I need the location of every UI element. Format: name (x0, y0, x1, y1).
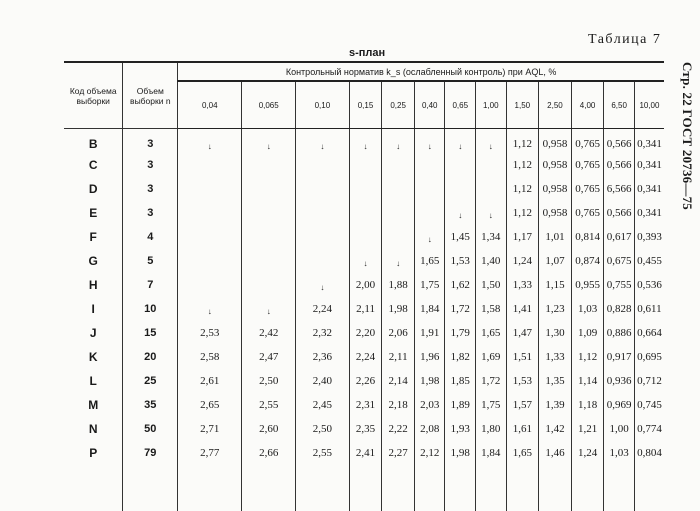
arrow-down-icon: ↓ (267, 308, 271, 316)
ks-value-cell: 1,91 (414, 321, 445, 345)
empty-cell (123, 465, 178, 511)
ks-value-cell: 1,21 (571, 417, 604, 441)
plan-title: s-план (349, 47, 385, 59)
ks-value-cell: 1,75 (476, 393, 507, 417)
ks-value-cell (178, 129, 242, 154)
table-row (64, 441, 664, 465)
ks-value-cell: 0,765 (571, 153, 604, 177)
ks-value-cell (476, 129, 507, 154)
arrow-down-icon: ↓ (489, 212, 493, 220)
sample-code-cell: B (64, 129, 123, 154)
ks-value-cell (242, 201, 296, 225)
ks-value-cell (242, 177, 296, 201)
ks-value-cell: 1,84 (414, 297, 445, 321)
empty-cell (242, 465, 296, 511)
header-aql-level: 1,50 (506, 81, 539, 129)
ks-value-cell: 6,566 (604, 177, 635, 201)
ks-value-cell: 0,765 (571, 177, 604, 201)
ks-value-cell (296, 153, 350, 177)
sample-code-cell: N (64, 417, 123, 441)
ks-value-cell: 1,23 (539, 297, 572, 321)
ks-value-cell: 1,30 (539, 321, 572, 345)
sample-size-cell: 10 (123, 297, 178, 321)
ks-value-cell: 1,09 (571, 321, 604, 345)
ks-value-cell (414, 177, 445, 201)
sample-size-cell: 7 (123, 273, 178, 297)
table-row (64, 273, 664, 297)
ks-value-cell: 2,06 (382, 321, 415, 345)
ks-value-cell (178, 225, 242, 249)
side-running-header (676, 28, 698, 243)
table-row (64, 225, 664, 249)
ks-value-cell: 2,47 (242, 345, 296, 369)
ks-value-cell: 2,11 (382, 345, 415, 369)
sample-size-cell: 79 (123, 441, 178, 465)
ks-value-cell: 1,34 (476, 225, 507, 249)
ks-value-cell (349, 225, 382, 249)
header-sample-code: Код объема выборки (64, 62, 123, 129)
header-aql-level: 0,10 (296, 81, 350, 129)
header-group: Контрольный норматив k_s (ослабленный контроль) при AQL, % (178, 62, 664, 81)
table-row (64, 153, 664, 177)
ks-value-cell: 0,958 (539, 153, 572, 177)
empty-cell (349, 465, 382, 511)
sample-code-cell: J (64, 321, 123, 345)
header-aql-level: 1,00 (476, 81, 507, 129)
ks-value-cell: 0,874 (571, 249, 604, 273)
arrow-down-icon: ↓ (428, 143, 432, 151)
ks-value-cell: 0,675 (604, 249, 635, 273)
ks-value-cell (349, 249, 382, 273)
ks-value-cell: 1,24 (571, 441, 604, 465)
ks-value-cell: 0,814 (571, 225, 604, 249)
sample-code-cell: P (64, 441, 123, 465)
ks-value-cell (296, 273, 350, 297)
table-row (64, 393, 664, 417)
sample-code-cell: H (64, 273, 123, 297)
sample-size-cell: 35 (123, 393, 178, 417)
ks-value-cell: 1,12 (571, 345, 604, 369)
ks-value-cell: 2,50 (242, 369, 296, 393)
ks-value-cell: 1,75 (414, 273, 445, 297)
sample-code-cell: C (64, 153, 123, 177)
sample-size-cell: 4 (123, 225, 178, 249)
ks-value-cell: 1,39 (539, 393, 572, 417)
ks-value-cell (349, 177, 382, 201)
ks-value-cell: 1,14 (571, 369, 604, 393)
sample-code-cell: G (64, 249, 123, 273)
ks-value-cell: 1,65 (414, 249, 445, 273)
ks-value-cell (242, 273, 296, 297)
ks-value-cell: 0,566 (604, 129, 635, 154)
ks-value-cell: 1,79 (445, 321, 476, 345)
sample-size-cell: 5 (123, 249, 178, 273)
ks-value-cell (445, 201, 476, 225)
ks-value-cell: 1,51 (506, 345, 539, 369)
ks-value-cell: 1,65 (476, 321, 507, 345)
ks-value-cell (476, 153, 507, 177)
ks-value-cell (445, 177, 476, 201)
ks-value-cell: 1,98 (414, 369, 445, 393)
ks-value-cell: 2,24 (296, 297, 350, 321)
ks-value-cell: 2,14 (382, 369, 415, 393)
ks-value-cell (178, 201, 242, 225)
arrow-down-icon: ↓ (458, 143, 462, 151)
sample-size-cell: 25 (123, 369, 178, 393)
sample-size-cell: 3 (123, 177, 178, 201)
ks-value-cell: 2,53 (178, 321, 242, 345)
ks-value-cell: 0,745 (634, 393, 664, 417)
table-body (64, 129, 664, 511)
empty-cell (178, 465, 242, 511)
ks-value-cell: 2,32 (296, 321, 350, 345)
ks-value-cell: 1,62 (445, 273, 476, 297)
table-row (64, 417, 664, 441)
ks-value-cell: 1,80 (476, 417, 507, 441)
arrow-down-icon: ↓ (208, 308, 212, 316)
ks-value-cell: 2,36 (296, 345, 350, 369)
ks-value-cell: 1,98 (382, 297, 415, 321)
header-aql-level: 0,65 (445, 81, 476, 129)
ks-value-cell: 1,12 (506, 177, 539, 201)
arrow-down-icon: ↓ (364, 260, 368, 268)
ks-value-cell (178, 273, 242, 297)
ks-value-cell: 1,03 (571, 297, 604, 321)
table-row (64, 129, 664, 154)
ks-value-cell (476, 201, 507, 225)
ks-value-cell: 2,50 (296, 417, 350, 441)
ks-value-cell (445, 129, 476, 154)
arrow-down-icon: ↓ (267, 143, 271, 151)
ks-value-cell: 1,98 (445, 441, 476, 465)
ks-value-cell: 2,60 (242, 417, 296, 441)
ks-value-cell: 1,57 (506, 393, 539, 417)
ks-value-cell (296, 249, 350, 273)
ks-value-cell (178, 249, 242, 273)
ks-value-cell (382, 201, 415, 225)
empty-cell (571, 465, 604, 511)
empty-cell (296, 465, 350, 511)
ks-value-cell (414, 153, 445, 177)
header-aql-level: 4,00 (571, 81, 604, 129)
ks-value-cell (382, 249, 415, 273)
ks-value-cell: 1,72 (476, 369, 507, 393)
arrow-down-icon: ↓ (364, 143, 368, 151)
header-aql-level: 0,04 (178, 81, 242, 129)
ks-value-cell: 2,77 (178, 441, 242, 465)
ks-value-cell: 0,755 (604, 273, 635, 297)
sample-code-cell: I (64, 297, 123, 321)
ks-value-cell: 1,42 (539, 417, 572, 441)
header-aql-level: 0,065 (242, 81, 296, 129)
table-row (64, 297, 664, 321)
ks-value-cell: 2,18 (382, 393, 415, 417)
table-filler-row (64, 465, 664, 511)
sample-size-cell: 3 (123, 153, 178, 177)
ks-value-cell: 1,33 (506, 273, 539, 297)
ks-value-cell: 0,969 (604, 393, 635, 417)
ks-value-cell (178, 177, 242, 201)
ks-value-cell (382, 177, 415, 201)
ks-value-cell: 1,46 (539, 441, 572, 465)
header-sample-size: Объем выборки n (123, 62, 178, 129)
ks-value-cell: 0,958 (539, 201, 572, 225)
table-caption: Таблица 7 (588, 32, 661, 48)
empty-cell (604, 465, 635, 511)
sample-size-cell: 3 (123, 201, 178, 225)
ks-value-cell (242, 153, 296, 177)
ks-value-cell: 0,536 (634, 273, 664, 297)
ks-value-cell: 2,66 (242, 441, 296, 465)
ks-value-cell: 0,341 (634, 129, 664, 154)
ks-value-cell (242, 225, 296, 249)
ks-value-cell (382, 153, 415, 177)
empty-cell (539, 465, 572, 511)
ks-value-cell: 1,03 (604, 441, 635, 465)
ks-value-cell: 2,27 (382, 441, 415, 465)
ks-value-cell: 1,35 (539, 369, 572, 393)
table-row (64, 321, 664, 345)
arrow-down-icon: ↓ (428, 236, 432, 244)
ks-value-cell: 1,93 (445, 417, 476, 441)
ks-value-cell (349, 201, 382, 225)
page-header-text: Стр. 22 ГОСТ 20736—75 (679, 62, 695, 210)
ks-value-cell: 2,00 (349, 273, 382, 297)
ks-value-cell: 1,53 (445, 249, 476, 273)
header-aql-level: 0,15 (349, 81, 382, 129)
arrow-down-icon: ↓ (320, 284, 324, 292)
ks-value-cell (296, 177, 350, 201)
ks-value-cell: 1,53 (506, 369, 539, 393)
empty-cell (506, 465, 539, 511)
ks-value-cell (476, 177, 507, 201)
ks-value-cell: 1,82 (445, 345, 476, 369)
arrow-down-icon: ↓ (489, 143, 493, 151)
ks-value-cell: 1,07 (539, 249, 572, 273)
ks-value-cell: 1,45 (445, 225, 476, 249)
ks-value-cell (296, 225, 350, 249)
ks-value-cell: 0,341 (634, 177, 664, 201)
ks-value-cell: 2,24 (349, 345, 382, 369)
sample-size-cell: 3 (123, 129, 178, 154)
arrow-down-icon: ↓ (458, 212, 462, 220)
ks-value-cell: 1,24 (506, 249, 539, 273)
ks-value-cell: 2,26 (349, 369, 382, 393)
empty-cell (476, 465, 507, 511)
ks-value-cell: 0,566 (604, 201, 635, 225)
ks-value-cell (178, 297, 242, 321)
table-row (64, 369, 664, 393)
ks-value-cell: 2,41 (349, 441, 382, 465)
ks-value-cell: 1,00 (604, 417, 635, 441)
ks-value-cell: 0,958 (539, 129, 572, 154)
ks-value-cell: 2,12 (414, 441, 445, 465)
ks-value-cell (178, 153, 242, 177)
ks-value-cell: 1,47 (506, 321, 539, 345)
sample-size-cell: 15 (123, 321, 178, 345)
ks-value-cell: 2,55 (242, 393, 296, 417)
sample-code-cell: K (64, 345, 123, 369)
ks-value-cell: 0,804 (634, 441, 664, 465)
empty-cell (382, 465, 415, 511)
ks-value-cell (242, 129, 296, 154)
ks-value-cell (242, 297, 296, 321)
header-aql-level: 0,25 (382, 81, 415, 129)
arrow-down-icon: ↓ (396, 143, 400, 151)
ks-value-cell: 2,22 (382, 417, 415, 441)
header-aql-level: 10,00 (634, 81, 664, 129)
ks-value-cell: 1,12 (506, 129, 539, 154)
ks-value-cell (414, 225, 445, 249)
header-aql-level: 6,50 (604, 81, 635, 129)
ks-value-cell: 2,11 (349, 297, 382, 321)
ks-value-cell: 0,958 (539, 177, 572, 201)
ks-value-cell: 2,45 (296, 393, 350, 417)
table-row (64, 177, 664, 201)
sample-size-cell: 50 (123, 417, 178, 441)
ks-value-cell (296, 129, 350, 154)
ks-value-cell: 2,65 (178, 393, 242, 417)
ks-value-cell: 1,61 (506, 417, 539, 441)
ks-value-cell: 1,50 (476, 273, 507, 297)
ks-value-cell: 1,18 (571, 393, 604, 417)
empty-cell (445, 465, 476, 511)
ks-value-cell: 2,03 (414, 393, 445, 417)
ks-value-cell: 0,917 (604, 345, 635, 369)
ks-value-cell: 2,55 (296, 441, 350, 465)
ks-value-cell: 0,955 (571, 273, 604, 297)
ks-value-cell (349, 129, 382, 154)
ks-value-cell: 0,695 (634, 345, 664, 369)
ks-value-cell: 0,774 (634, 417, 664, 441)
ks-value-cell (445, 153, 476, 177)
ks-value-cell: 0,566 (604, 153, 635, 177)
empty-cell (634, 465, 664, 511)
sample-code-cell: D (64, 177, 123, 201)
table-row (64, 345, 664, 369)
table-row (64, 249, 664, 273)
ks-value-cell: 1,15 (539, 273, 572, 297)
header-aql-level: 0,40 (414, 81, 445, 129)
ks-value-cell: 1,01 (539, 225, 572, 249)
ks-value-cell: 1,72 (445, 297, 476, 321)
ks-value-cell: 0,886 (604, 321, 635, 345)
ks-value-cell: 0,828 (604, 297, 635, 321)
ks-value-cell: 0,765 (571, 129, 604, 154)
table-row (64, 201, 664, 225)
ks-value-cell: 2,42 (242, 321, 296, 345)
ks-value-cell: 0,765 (571, 201, 604, 225)
ks-value-cell: 0,611 (634, 297, 664, 321)
ks-value-cell (414, 129, 445, 154)
ks-value-cell: 1,96 (414, 345, 445, 369)
ks-value-cell: 0,341 (634, 153, 664, 177)
header-aql-level: 2,50 (539, 81, 572, 129)
arrow-down-icon: ↓ (320, 143, 324, 151)
ks-value-cell: 2,40 (296, 369, 350, 393)
ks-value-cell: 1,41 (506, 297, 539, 321)
arrow-down-icon: ↓ (396, 260, 400, 268)
arrow-down-icon: ↓ (208, 143, 212, 151)
ks-value-cell: 2,58 (178, 345, 242, 369)
ks-value-cell: 2,61 (178, 369, 242, 393)
ks-value-cell (349, 153, 382, 177)
ks-value-cell: 0,341 (634, 201, 664, 225)
sample-code-cell: M (64, 393, 123, 417)
ks-value-cell: 1,58 (476, 297, 507, 321)
ks-value-cell: 1,12 (506, 153, 539, 177)
ks-value-cell: 0,393 (634, 225, 664, 249)
ks-value-cell: 1,40 (476, 249, 507, 273)
ks-value-cell: 0,455 (634, 249, 664, 273)
sample-code-cell: L (64, 369, 123, 393)
ks-value-cell: 2,71 (178, 417, 242, 441)
empty-cell (414, 465, 445, 511)
sample-code-cell: F (64, 225, 123, 249)
ks-value-cell: 2,20 (349, 321, 382, 345)
ks-value-cell: 1,17 (506, 225, 539, 249)
ks-value-cell: 1,89 (445, 393, 476, 417)
ks-value-cell: 0,712 (634, 369, 664, 393)
ks-value-cell (382, 225, 415, 249)
ks-value-cell: 1,85 (445, 369, 476, 393)
empty-cell (64, 465, 123, 511)
ks-value-cell: 1,12 (506, 201, 539, 225)
ks-value-cell: 1,33 (539, 345, 572, 369)
ks-value-cell: 1,65 (506, 441, 539, 465)
ks-value-cell: 0,664 (634, 321, 664, 345)
ks-table (64, 61, 664, 511)
sample-code-cell: E (64, 201, 123, 225)
sample-size-cell: 20 (123, 345, 178, 369)
ks-value-cell: 1,88 (382, 273, 415, 297)
ks-value-cell: 2,08 (414, 417, 445, 441)
ks-value-cell: 1,84 (476, 441, 507, 465)
ks-value-cell: 2,35 (349, 417, 382, 441)
ks-value-cell (414, 201, 445, 225)
ks-value-cell (242, 249, 296, 273)
ks-value-cell (382, 129, 415, 154)
ks-value-cell: 0,936 (604, 369, 635, 393)
ks-value-cell: 1,69 (476, 345, 507, 369)
ks-value-cell: 2,31 (349, 393, 382, 417)
ks-value-cell: 0,617 (604, 225, 635, 249)
ks-value-cell (296, 201, 350, 225)
